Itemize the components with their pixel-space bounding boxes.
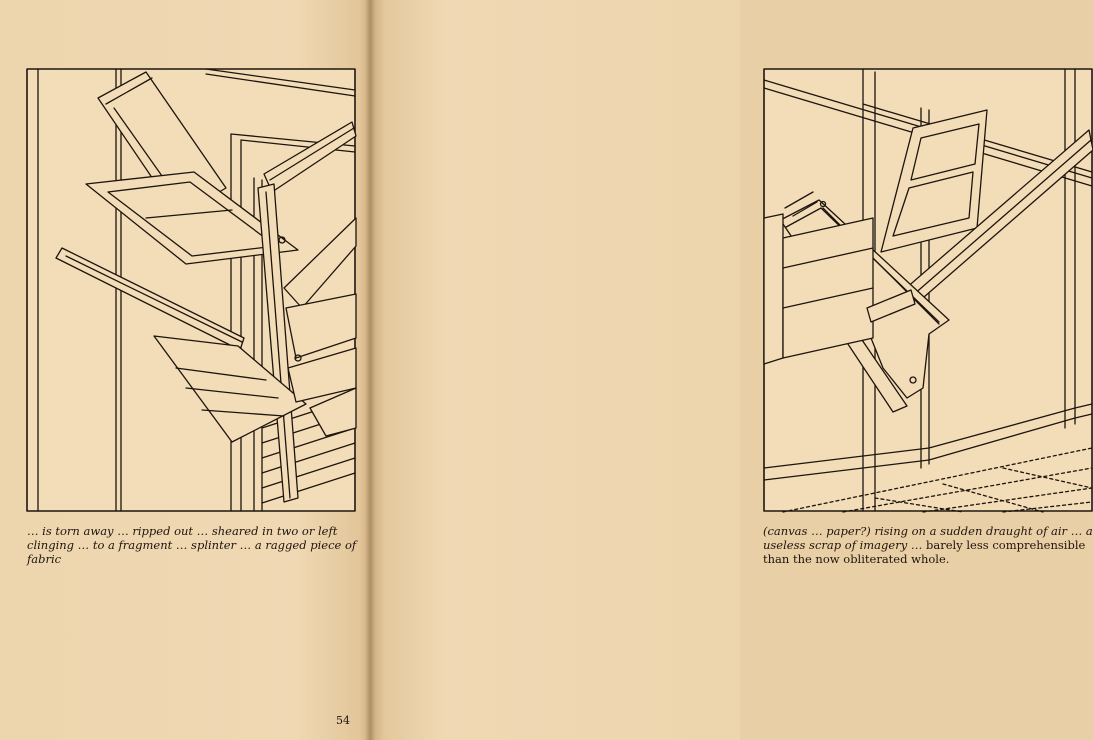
left-caption: … is torn away … ripped out … sheared in two or left clinging … to a fragment … splinter … a ragged piece of fabric [27,524,357,566]
right-page [370,0,1093,740]
page-number: 54 [336,714,350,727]
left-illustration [26,68,356,512]
left-line-drawing [26,68,356,512]
right-caption-italic: (canvas … paper?) rising on a sudden draught of air … a useless scrap of imagery … [763,524,1093,552]
right-caption-roman: barely less comprehensible than the now obliterated whole. [763,538,1086,566]
right-line-drawing [763,68,1093,512]
right-illustration [763,68,1093,512]
left-page [0,0,370,740]
right-caption [763,524,1093,566]
book-gutter [365,0,375,740]
